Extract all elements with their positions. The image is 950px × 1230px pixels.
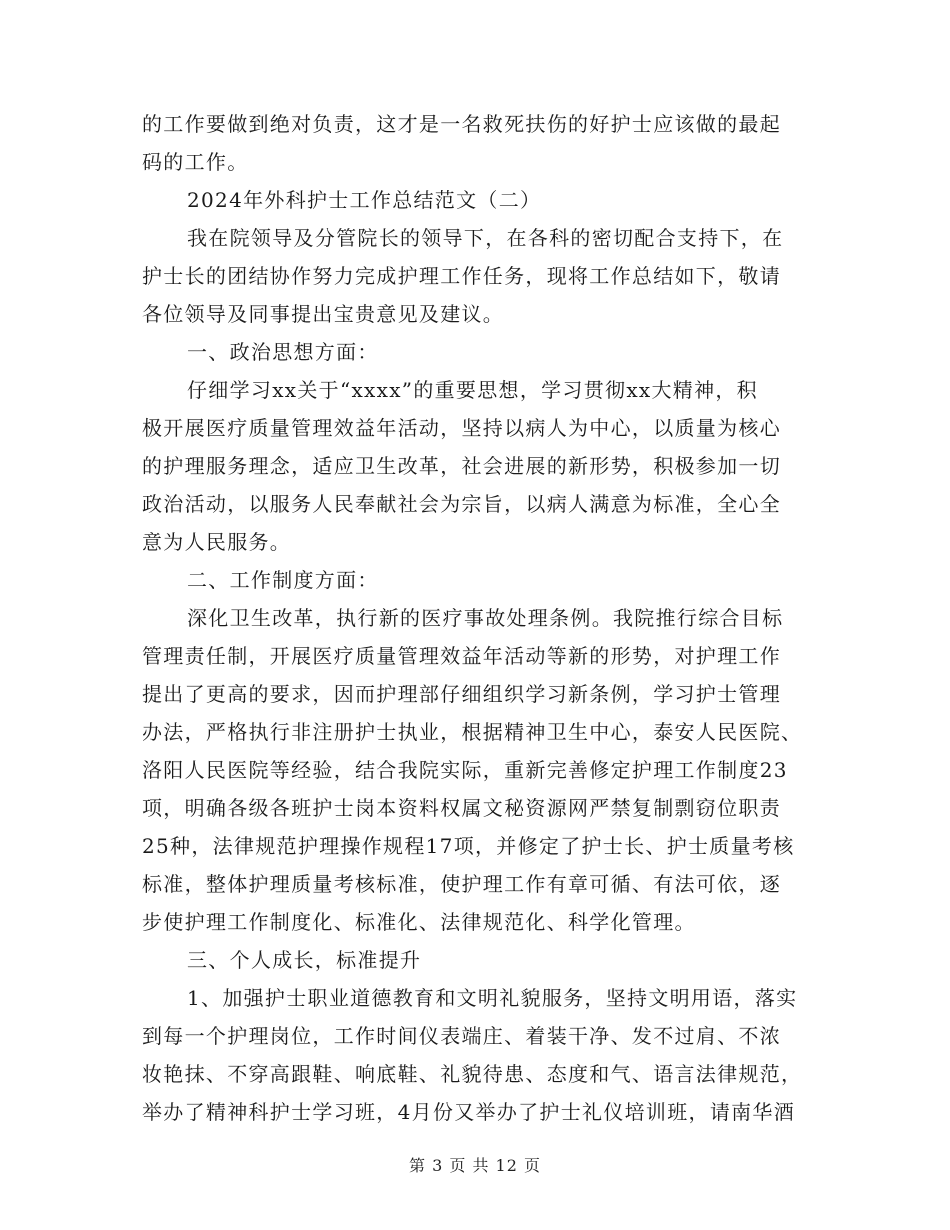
- section-heading: 一、政治思想方面：: [187, 340, 379, 364]
- body-line: 洛阳人民医院等经验，结合我院实际，重新完善修定护理工作制度23: [142, 758, 788, 782]
- body-line: 护士长的团结协作努力完成护理工作任务，现将工作总结如下，敬请: [142, 264, 781, 288]
- body-line: 的护理服务理念，适应卫生改革，社会进展的新形势，积极参加一切: [142, 454, 781, 478]
- body-line: 标准，整体护理质量考核标准，使护理工作有章可循、有法可依，逐: [142, 872, 781, 896]
- section-heading: 三、个人成长，标准提升: [187, 948, 422, 972]
- body-line: 管理责任制，开展医疗质量管理效益年活动等新的形势，对护理工作: [142, 644, 781, 668]
- section-heading: 2024年外科护士工作总结范文（二）: [187, 188, 542, 212]
- body-line: 仔细学习xx关于“xxxx”的重要思想，学习贯彻xx大精神，积: [187, 378, 758, 402]
- section-heading: 二、工作制度方面：: [187, 568, 379, 592]
- body-line: 提出了更高的要求，因而护理部仔细组织学习新条例，学习护士管理: [142, 682, 781, 706]
- body-line: 办法，严格执行非注册护士执业，根据精神卫生中心，泰安人民医院、: [142, 720, 803, 744]
- body-line: 政治活动，以服务人民奉献社会为宗旨，以病人满意为标准，全心全: [142, 492, 781, 516]
- body-line: 妆艳抹、不穿高跟鞋、响底鞋、礼貌待患、态度和气、语言法律规范，: [142, 1062, 803, 1086]
- body-line: 码的工作。: [142, 150, 249, 174]
- body-line: 我在院领导及分管院长的领导下，在各科的密切配合支持下，在: [187, 226, 784, 250]
- body-line: 意为人民服务。: [142, 530, 292, 554]
- body-line: 项，明确各级各班护士岗本资料权属文秘资源网严禁复制剽窃位职责: [142, 796, 781, 820]
- page-number-footer: 第 3 页 共 12 页: [409, 1156, 541, 1175]
- body-line: 25种，法律规范护理操作规程17项，并修定了护士长、护士质量考核: [142, 834, 795, 858]
- body-line: 的工作要做到绝对负责，这才是一名救死扶伤的好护士应该做的最起: [142, 112, 781, 136]
- body-line: 1、加强护士职业道德教育和文明礼貌服务，坚持文明用语，落实: [187, 986, 798, 1010]
- body-line: 步使护理工作制度化、标准化、法律规范化、科学化管理。: [142, 910, 696, 934]
- body-line: 极开展医疗质量管理效益年活动，坚持以病人为中心，以质量为核心: [142, 416, 781, 440]
- body-line: 举办了精神科护士学习班，4月份又举办了护士礼仪培训班，请南华酒: [142, 1100, 796, 1124]
- body-line: 各位领导及同事提出宝贵意见及建议。: [142, 302, 505, 326]
- body-line: 深化卫生改革，执行新的医疗事故处理条例。我院推行综合目标: [187, 606, 784, 630]
- body-line: 到每一个护理岗位，工作时间仪表端庄、着装干净、发不过肩、不浓: [142, 1024, 781, 1048]
